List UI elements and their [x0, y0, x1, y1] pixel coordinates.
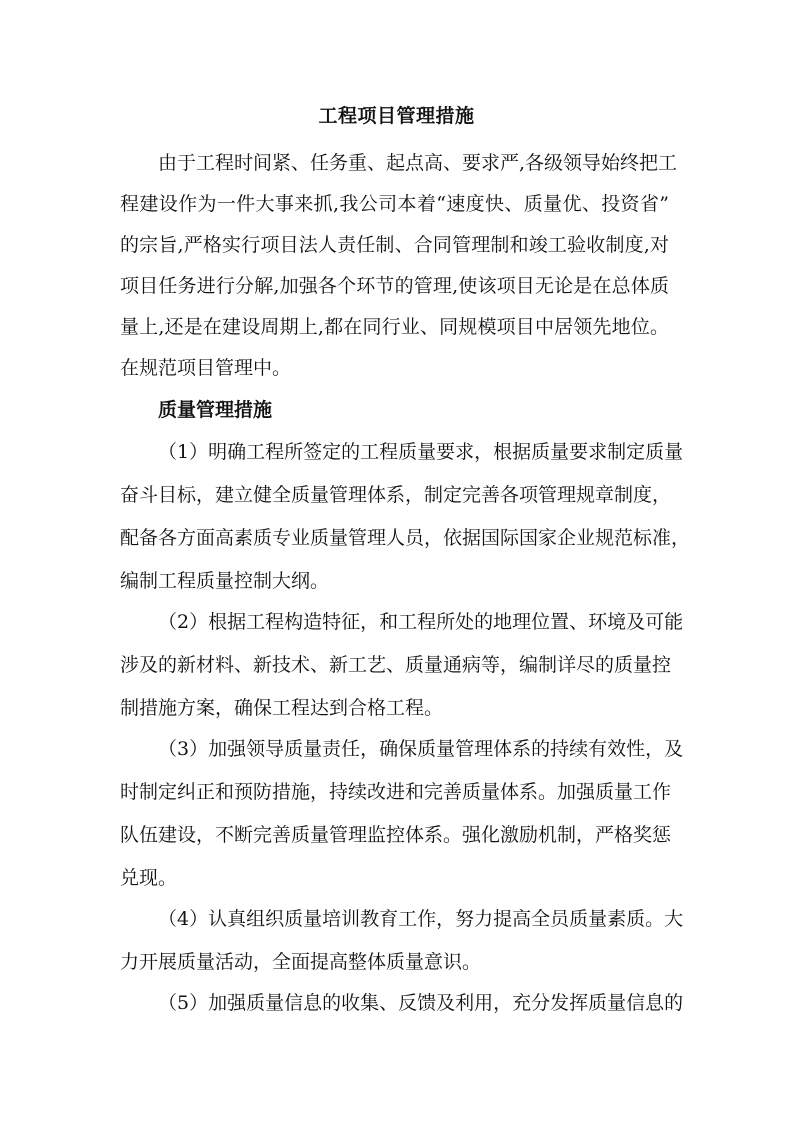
- item-3-line-1: （3）加强领导质量责任，确保质量管理体系的持续有效性，及: [158, 738, 684, 760]
- intro-line-5: 量上,还是在建设周期上,都在同行业、同规模项目中居领先地位。: [120, 316, 669, 338]
- item-3-line-4: 兑现。: [120, 867, 178, 889]
- item-2-line-2: 涉及的新材料、新技术、新工艺、质量通病等，编制详尽的质量控: [120, 654, 672, 676]
- intro-line-4: 项目任务进行分解,加强各个环节的管理,使该项目无论是在总体质: [120, 275, 669, 297]
- item-2-line-1: （2）根据工程构造特征，和工程所处的地理位置、环境及可能: [158, 611, 684, 633]
- section-heading: 质量管理措施: [158, 399, 273, 421]
- item-1-line-2: 奋斗目标，建立健全质量管理体系，制定完善各项管理规章制度，: [120, 484, 672, 506]
- intro-line-3: 的宗旨,严格实行项目法人责任制、合同管理制和竣工验收制度,对: [120, 234, 669, 256]
- item-4-line-2: 力开展质量活动，全面提高整体质量意识。: [120, 951, 482, 973]
- item-3-line-2: 时制定纠正和预防措施，持续改进和完善质量体系。加强质量工作: [120, 781, 672, 803]
- item-2-line-3: 制措施方案，确保工程达到合格工程。: [120, 697, 444, 719]
- item-1-line-1: （1）明确工程所签定的工程质量要求，根据质量要求制定质量: [158, 441, 684, 463]
- item-4-line-1: （4）认真组织质量培训教育工作，努力提高全员质量素质。大: [158, 908, 684, 930]
- item-1-line-4: 编制工程质量控制大纲。: [120, 570, 330, 592]
- intro-line-2: 程建设作为一件大事来抓,我公司本着“速度快、质量优、投资省”: [120, 193, 669, 215]
- intro-line-6: 在规范项目管理中。: [120, 357, 292, 379]
- intro-line-1: 由于工程时间紧、任务重、起点高、要求严,各级领导始终把工: [158, 152, 678, 174]
- document-title: 工程项目管理措施: [318, 105, 475, 127]
- item-3-line-3: 队伍建设，不断完善质量管理监控体系。强化激励机制，严格奖惩: [120, 824, 672, 846]
- item-1-line-3: 配备各方面高素质专业质量管理人员，依据国际国家企业规范标准，: [120, 527, 691, 549]
- item-5-line-1: （5）加强质量信息的收集、反馈及利用，充分发挥质量信息的: [158, 992, 684, 1014]
